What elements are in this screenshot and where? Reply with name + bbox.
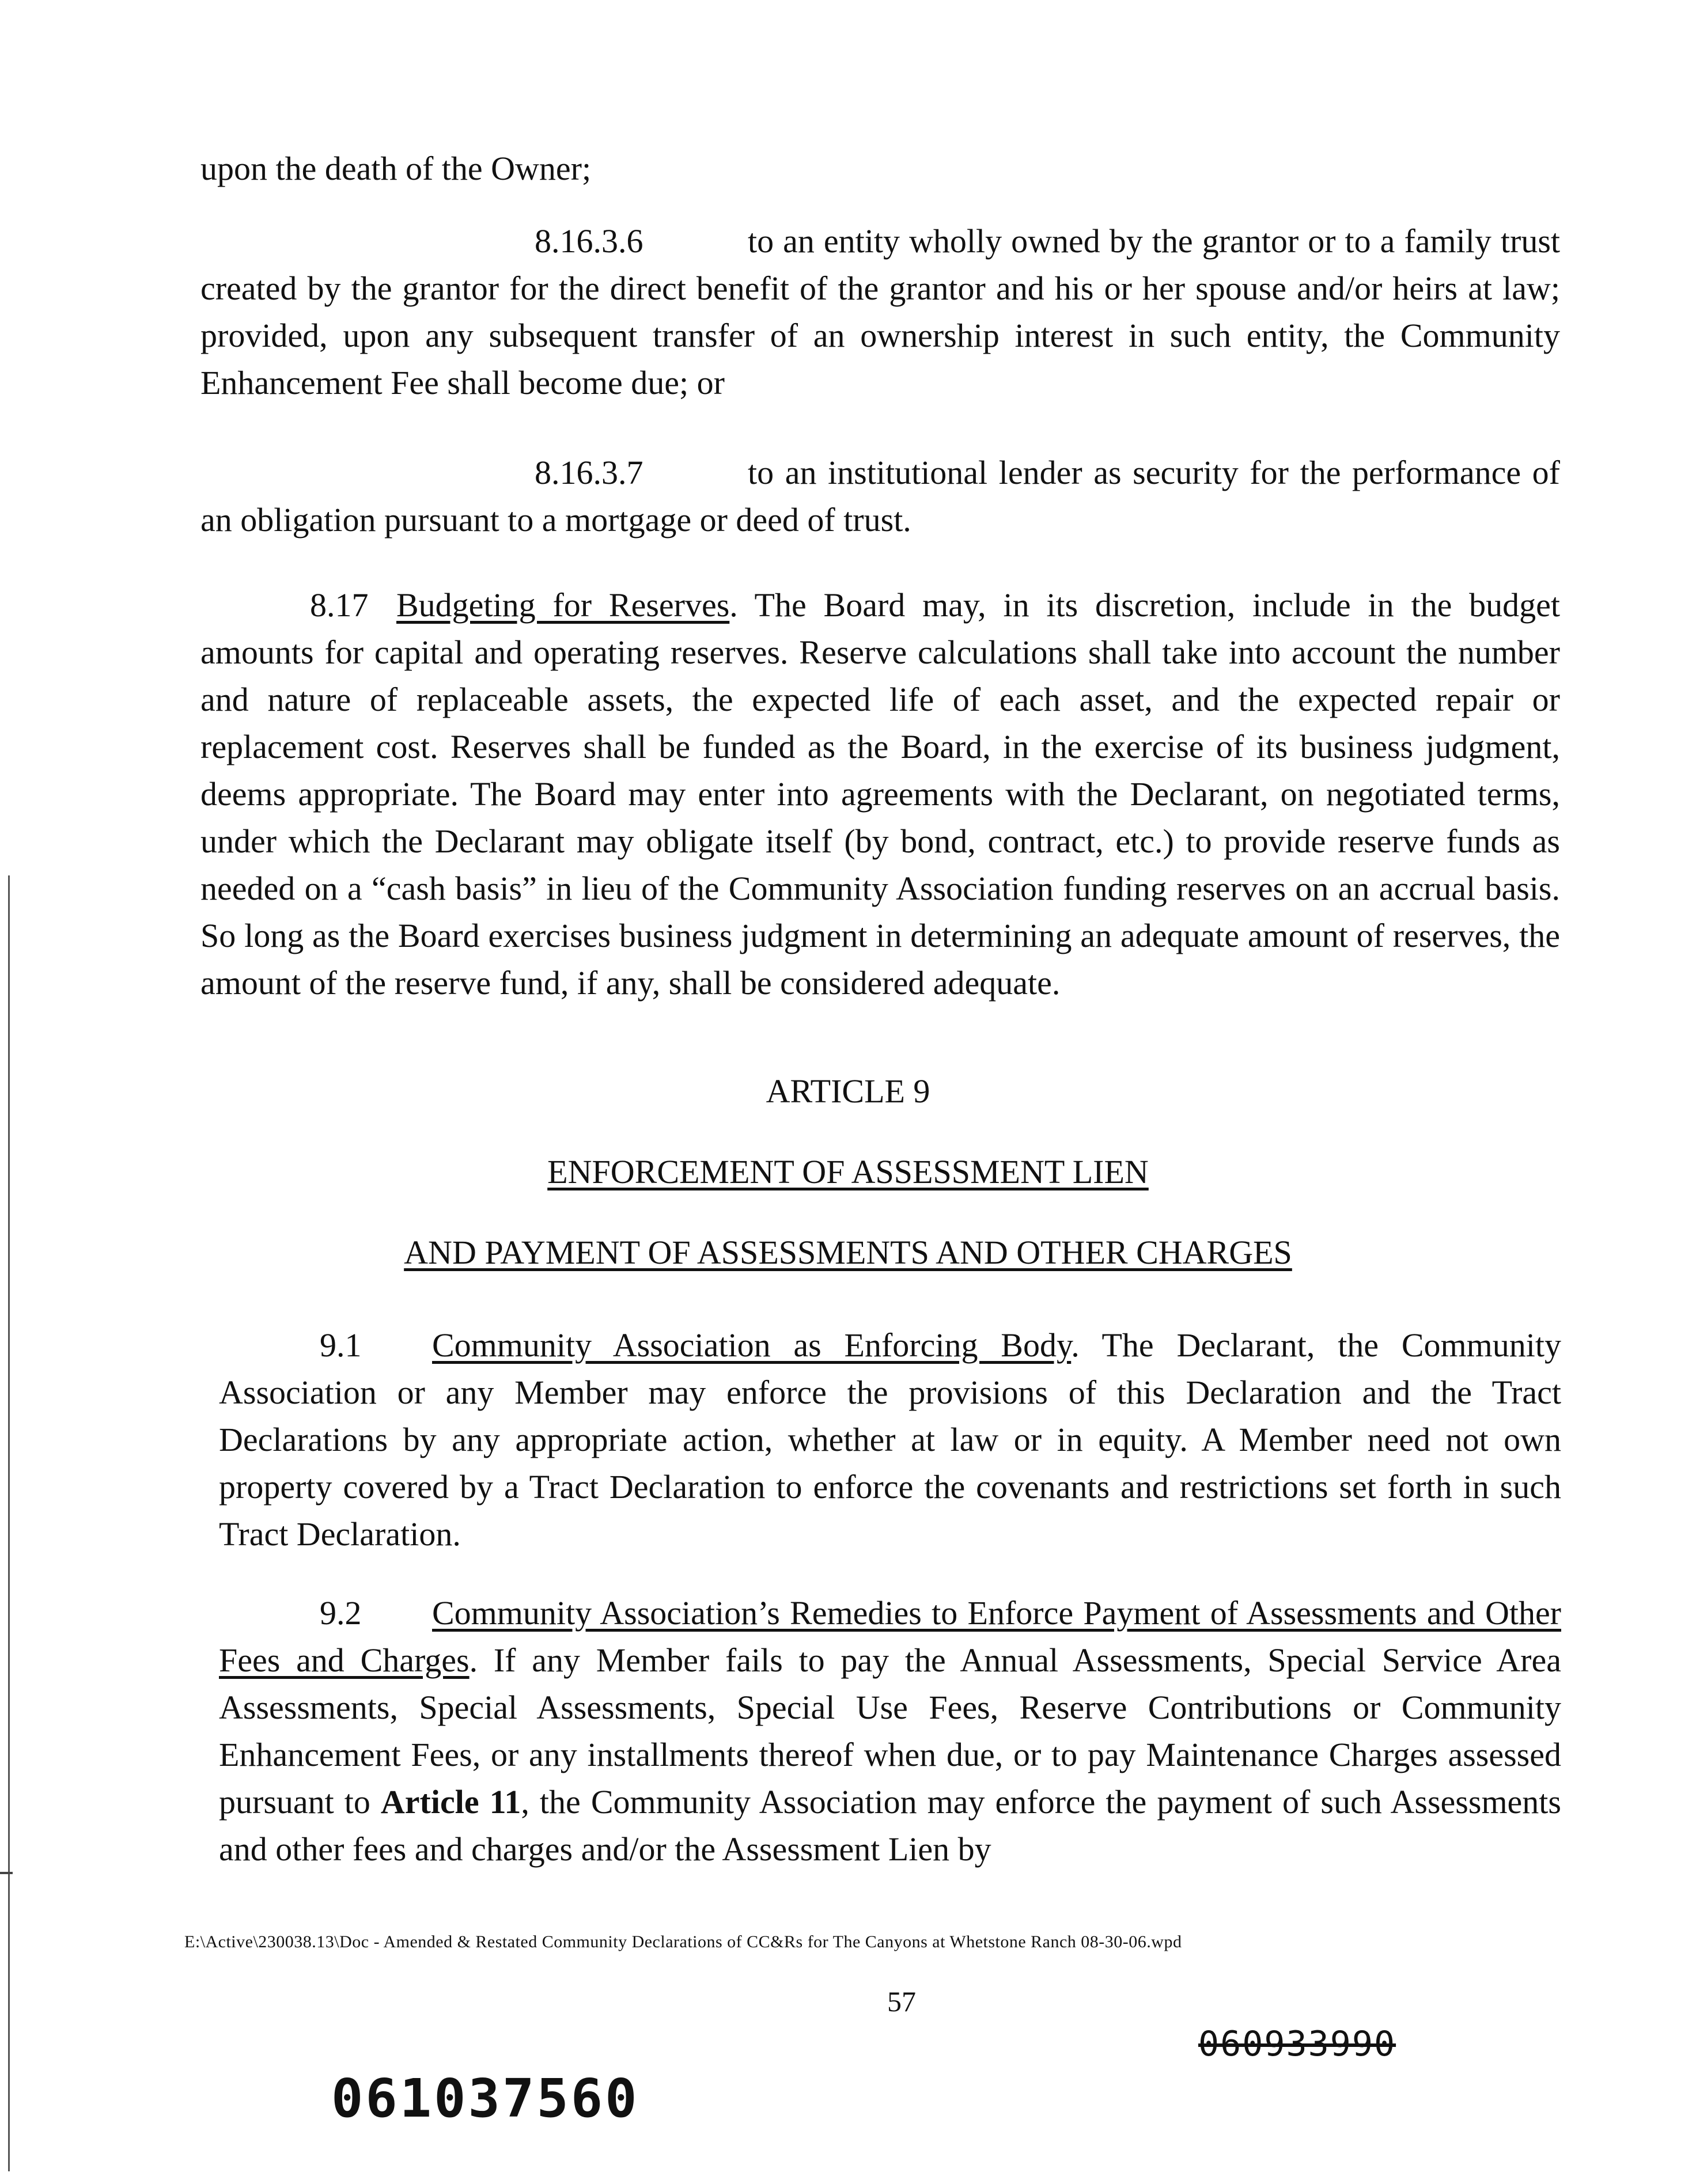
section-number: 8.16.3.7 (535, 454, 643, 491)
section-title: Community Association’s Remedies to Enforce Payment of Assessments and Other Fees and Charges (219, 1594, 1561, 1679)
page-number: 57 (887, 1985, 916, 2018)
scan-artifact-mark (0, 1872, 13, 1874)
stamped-number-struck: 060933990 (1198, 2024, 1396, 2064)
section-8-16-3-6: 8.16.3.6 to an entity wholly owned by the grantor or to a family trust created by the grantor for the direct benefit of the grantor and his or her spouse and/or heirs at law; provided, upon any subsequent transfer of an ownership interest in such entity, the Community Enhancement Fee shall become due; or (200, 218, 1560, 407)
section-title: Community Association as Enforcing Body (432, 1326, 1072, 1364)
section-number: 8.17 (310, 586, 369, 624)
stamped-number: 061037560 (331, 2068, 639, 2129)
section-number: 9.2 (320, 1594, 362, 1632)
section-8-17: 8.17 Budgeting for Reserves. The Board may, in its discretion, include in the budget amounts for capital and operating reserves. Reserve calculations shall take into account the number and nature of replaceable assets, the expected life of each asset, and the expected repair or replacement cost. Reserves shall be funded as the Board, in the exercise of its business judgment, deems appropriate. The Board may enter into agreements with the Declarant, on negotiated terms, under which the Declarant may obligate itself (by bond, contract, etc.) to provide reserve funds as needed on a “cash basis” in lieu of the Community Association funding reserves on an accrual basis. So long as the Board exercises business judgment in determining an adequate amount of reserves, the amount of the reserve fund, if any, shall be considered adequate. (200, 582, 1560, 1007)
section-8-16-3-7: 8.16.3.7 to an institutional lender as security for the performance of an obligation pursuant to a mortgage or deed of trust. (200, 449, 1560, 544)
article-number: ARTICLE 9 (766, 1072, 930, 1110)
article-title-line-2: AND PAYMENT OF ASSESSMENTS AND OTHER CHARGES (404, 1234, 1292, 1271)
article-title-line-1: ENFORCEMENT OF ASSESSMENT LIEN (547, 1153, 1149, 1190)
section-number: 9.1 (320, 1326, 362, 1364)
section-9-1: 9.1 Community Association as Enforcing Body. The Declarant, the Community Association or any Member may enforce the provisions of this Declaration and the Tract Declarations by any appropriate action, whether at law or in equity. A Member need not own property covered by a Tract Declaration to enforce the covenants and restrictions set forth in such Tract Declaration. (219, 1322, 1561, 1558)
footer-file-path: E:\Active\230038.13\Doc - Amended & Restated Community Declarations of CC&Rs for The Canyons at Whetstone Ranch 08-30-06.wpd (184, 1932, 1182, 1951)
section-number: 8.16.3.6 (535, 222, 643, 260)
paragraph-continuation: upon the death of the Owner; (200, 150, 592, 187)
article-reference: Article 11 (380, 1783, 521, 1821)
section-title: Budgeting for Reserves (396, 586, 730, 624)
section-9-2: 9.2 Community Association’s Remedies to Enforce Payment of Assessments and Other Fees and Charges. If any Member fails to pay the Annual Assessments, Special Service Area Assessments, Special Assessments, Special Use Fees, Reserve Contributions or Community Enhancement Fees, or any installments thereof when due, or to pay Maintenance Charges assessed pursuant to Article 11, the Community Association may enforce the payment of such Assessments and other fees and charges and/or the Assessment Lien by (219, 1590, 1561, 1873)
scan-margin-line (8, 875, 10, 2171)
